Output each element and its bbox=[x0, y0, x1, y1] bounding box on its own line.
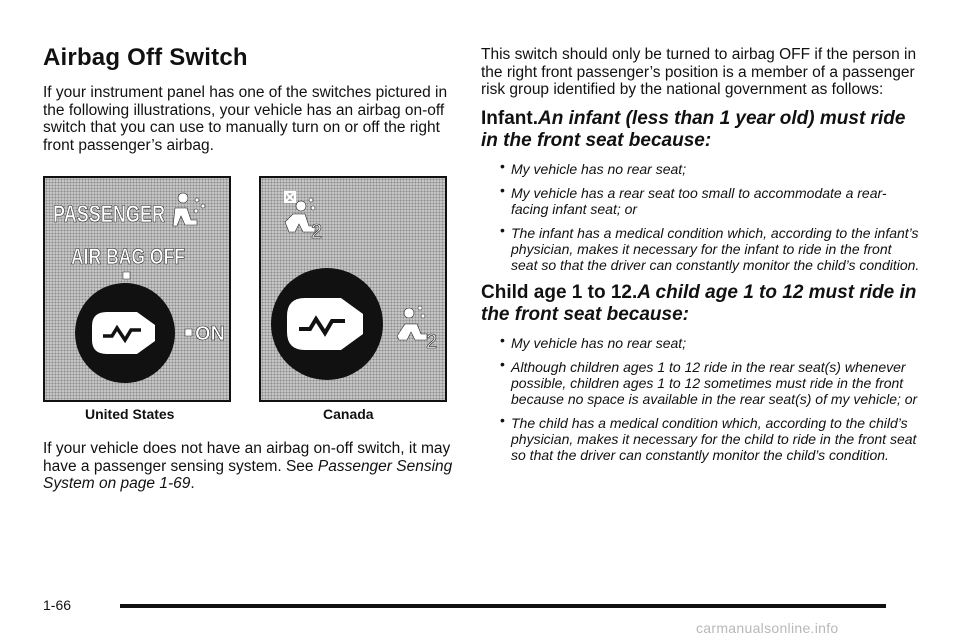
us-airbag-off-label: AIR BAG OFF bbox=[71, 244, 185, 269]
us-caption: United States bbox=[85, 406, 175, 422]
canada-switch-panel bbox=[259, 176, 447, 402]
svg-text:2: 2 bbox=[311, 221, 323, 243]
child-bullet-list bbox=[481, 335, 921, 463]
infant-bullet-list bbox=[481, 161, 921, 273]
left-column bbox=[43, 43, 453, 493]
us-switch-panel bbox=[43, 176, 231, 402]
us-off-indicator bbox=[123, 272, 130, 279]
list-item: • My vehicle has no rear seat; bbox=[481, 161, 921, 177]
passenger-sensing-reference-link[interactable]: Passenger Sensing System on page 1-69 bbox=[43, 457, 453, 492]
list-item: • My vehicle has no rear seat; bbox=[481, 335, 921, 351]
infant-heading-rest: An infant (less than 1 year old) must ride in the front seat because: bbox=[481, 107, 906, 151]
key-slot-icon bbox=[92, 312, 155, 354]
child-heading-rest: A child age 1 to 12 must ride in the front seat because: bbox=[481, 281, 917, 325]
page-title: Airbag Off Switch bbox=[43, 44, 248, 71]
seated-person-airbag-icon bbox=[173, 193, 205, 226]
outro-end: . bbox=[190, 475, 195, 492]
child-heading-lead: Child age 1 to 12. bbox=[481, 281, 638, 303]
svg-text:2: 2 bbox=[426, 331, 438, 353]
list-item: • My vehicle has a rear seat too small to accommodate a rear-facing infant seat; or bbox=[481, 185, 921, 217]
canada-switch-illustration bbox=[261, 178, 445, 400]
key-slot-icon bbox=[287, 298, 363, 350]
us-passenger-label: PASSENGER bbox=[53, 201, 165, 228]
airbag-disabled-icon bbox=[285, 192, 322, 243]
switch-illustrations bbox=[43, 176, 453, 426]
intro-paragraph: If your instrument panel has one of the switches pictured in the following illustrations, your vehicle has an airbag on-off switch that you can use to manually turn on or off the right front passenger’s airbag. bbox=[43, 84, 448, 154]
outro-paragraph bbox=[43, 440, 453, 493]
us-switch-illustration bbox=[45, 178, 229, 400]
list-item: • The infant has a medical condition which, according to the infant’s physician, makes it necessary for the infant to ride in the front seat so that the driver can constantly monitor the child’s condition. bbox=[481, 225, 921, 273]
child-heading bbox=[481, 282, 921, 326]
seated-person-airbag-icon bbox=[397, 306, 437, 353]
page-number: 1-66 bbox=[43, 597, 72, 613]
infant-heading-lead: Infant. bbox=[481, 107, 538, 129]
right-column bbox=[481, 46, 921, 471]
us-on-label: ON bbox=[195, 323, 225, 345]
outro-text: If your vehicle does not have an airbag on-off switch, it may have a passenger sensing system. See bbox=[43, 440, 451, 475]
us-on-indicator bbox=[185, 329, 192, 336]
watermark: carmanualsonline.info bbox=[696, 620, 839, 636]
footer-rule bbox=[120, 604, 886, 608]
list-item: • Although children ages 1 to 12 ride in the rear seat(s) whenever possible, children ages 1 to 12 sometimes must ride in the front because no space is available in the rear seat(s) of my vehicle; or bbox=[481, 359, 921, 407]
list-item: • The child has a medical condition which, according to the child’s physician, makes it necessary for the child to ride in the front seat so that the driver can constantly monitor the child’s condition. bbox=[481, 415, 921, 463]
infant-heading bbox=[481, 108, 921, 152]
risk-group-intro: This switch should only be turned to airbag OFF if the person in the right front passenger’s position is a member of a passenger risk group identified by the national government as follows: bbox=[481, 46, 917, 98]
canada-caption: Canada bbox=[323, 406, 374, 422]
